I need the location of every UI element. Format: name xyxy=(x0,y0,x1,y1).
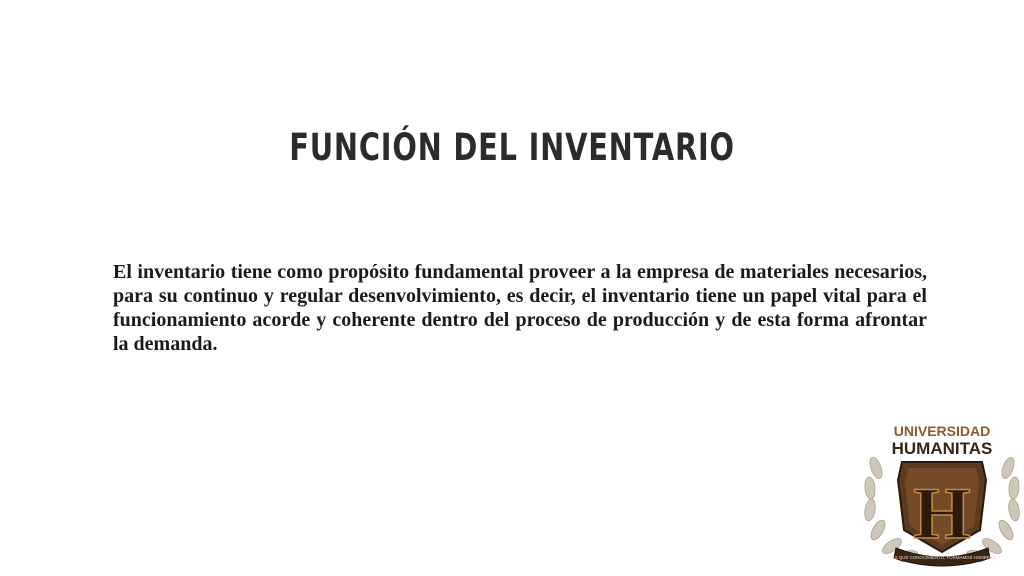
logo-line1: UNIVERSIDAD xyxy=(893,423,991,439)
slide-title: FUNCIÓN DEL INVENTARIO xyxy=(289,126,735,169)
logo-ribbon: MÁS QUE CONOCIMIENTO, FORMAMOS HOMBRES xyxy=(888,555,996,560)
logo-letter: H xyxy=(913,473,971,555)
slide-body-text: El inventario tiene como propósito fundamental proveer a la empresa de materiales necesarios, para su continuo y regular desenvolvimiento, es decir, el inventario tiene un papel vital para el funcionamiento acorde y coherente dentro del proceso de producción y de esta forma afrontar la demanda. xyxy=(113,261,927,355)
logo-line2: HUMANITAS xyxy=(891,439,993,458)
university-logo-graphic xyxy=(862,420,1022,572)
university-logo xyxy=(862,420,1022,572)
